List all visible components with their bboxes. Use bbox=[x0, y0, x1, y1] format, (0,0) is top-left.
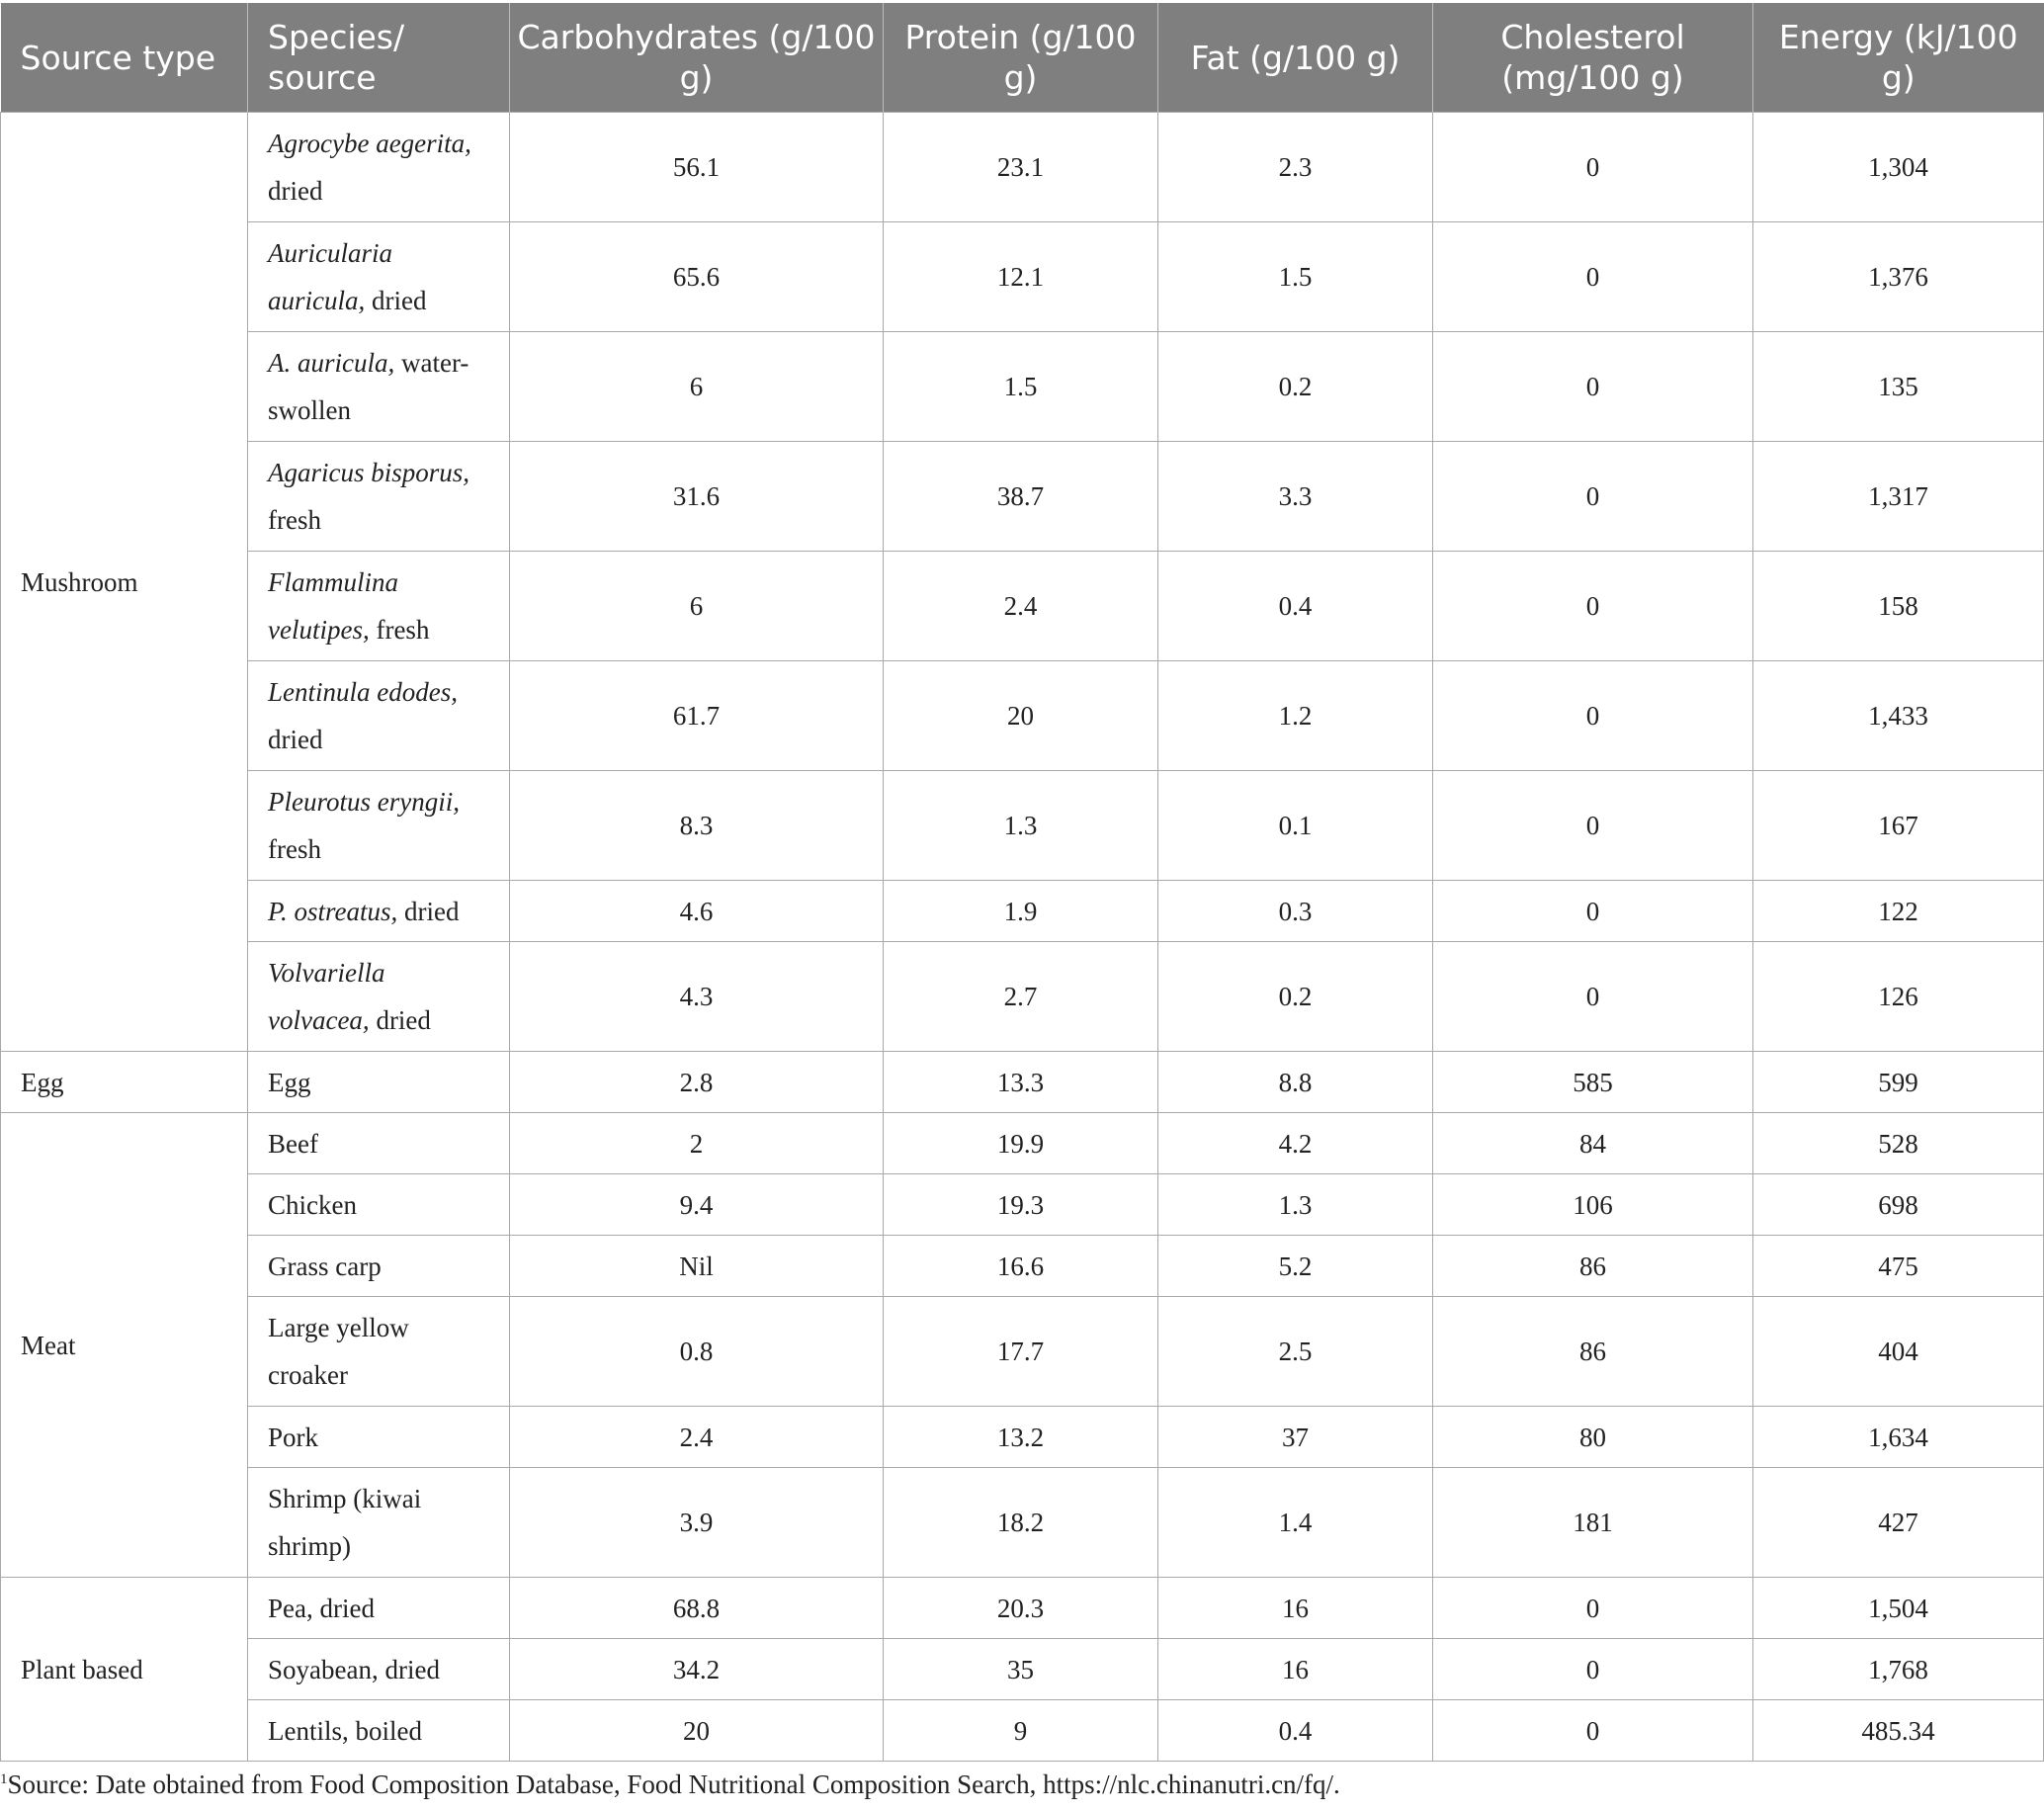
table-row bbox=[1, 1468, 2044, 1578]
cholesterol-cell: 0 bbox=[1433, 332, 1753, 442]
protein-cell: 1.9 bbox=[884, 881, 1158, 942]
carbohydrates-cell: 3.9 bbox=[510, 1468, 884, 1578]
cholesterol-cell: 106 bbox=[1433, 1174, 1753, 1236]
carbohydrates-cell: 8.3 bbox=[510, 771, 884, 881]
energy-cell: 404 bbox=[1753, 1297, 2044, 1407]
nutrition-table bbox=[0, 3, 2044, 1762]
table-footnote bbox=[0, 1769, 1340, 1800]
species-cell bbox=[248, 771, 510, 881]
fat-cell: 1.5 bbox=[1158, 222, 1433, 332]
footnote-text: Source: Date obtained from Food Composition Database, Food Nutritional Composition Search, https://nlc.chinanutri.cn/fq/. bbox=[7, 1769, 1340, 1799]
species-state: dried bbox=[397, 896, 460, 926]
energy-cell: 1,376 bbox=[1753, 222, 2044, 332]
header-carbohydrates: Carbohydrates (g/100 g) bbox=[510, 3, 884, 113]
fat-cell: 0.1 bbox=[1158, 771, 1433, 881]
species-latin: Agrocybe aegerita, bbox=[268, 129, 471, 158]
protein-cell: 1.3 bbox=[884, 771, 1158, 881]
table-row bbox=[1, 113, 2044, 222]
protein-cell: 2.7 bbox=[884, 942, 1158, 1052]
protein-cell: 20.3 bbox=[884, 1578, 1158, 1639]
table-row bbox=[1, 1639, 2044, 1700]
species-state: fresh bbox=[369, 615, 430, 645]
table-row bbox=[1, 1236, 2044, 1297]
carbohydrates-cell: 34.2 bbox=[510, 1639, 884, 1700]
energy-cell: 1,433 bbox=[1753, 661, 2044, 771]
cholesterol-cell: 0 bbox=[1433, 1639, 1753, 1700]
cholesterol-cell: 181 bbox=[1433, 1468, 1753, 1578]
fat-cell: 8.8 bbox=[1158, 1052, 1433, 1113]
header-energy: Energy (kJ/100 g) bbox=[1753, 3, 2044, 113]
carbohydrates-cell: 2 bbox=[510, 1113, 884, 1174]
header-protein: Protein (g/100 g) bbox=[884, 3, 1158, 113]
table-row bbox=[1, 1174, 2044, 1236]
energy-cell: 475 bbox=[1753, 1236, 2044, 1297]
cholesterol-cell: 86 bbox=[1433, 1236, 1753, 1297]
species-state: fresh bbox=[268, 505, 321, 535]
cholesterol-cell: 0 bbox=[1433, 442, 1753, 552]
species-state: dried bbox=[268, 725, 323, 754]
table-row bbox=[1, 1700, 2044, 1762]
species-state: dried bbox=[365, 286, 427, 315]
energy-cell: 1,317 bbox=[1753, 442, 2044, 552]
species-cell: Soyabean, dried bbox=[248, 1639, 510, 1700]
energy-cell: 528 bbox=[1753, 1113, 2044, 1174]
protein-cell: 13.3 bbox=[884, 1052, 1158, 1113]
energy-cell: 1,304 bbox=[1753, 113, 2044, 222]
energy-cell: 135 bbox=[1753, 332, 2044, 442]
energy-cell: 167 bbox=[1753, 771, 2044, 881]
species-cell: Lentils, boiled bbox=[248, 1700, 510, 1762]
fat-cell: 3.3 bbox=[1158, 442, 1433, 552]
energy-cell: 599 bbox=[1753, 1052, 2044, 1113]
table-row bbox=[1, 1113, 2044, 1174]
species-state: dried bbox=[369, 1005, 431, 1035]
species-state: dried bbox=[268, 176, 323, 206]
carbohydrates-cell: 68.8 bbox=[510, 1578, 884, 1639]
fat-cell: 2.3 bbox=[1158, 113, 1433, 222]
carbohydrates-cell: 2.4 bbox=[510, 1407, 884, 1468]
energy-cell: 158 bbox=[1753, 552, 2044, 661]
protein-cell: 17.7 bbox=[884, 1297, 1158, 1407]
carbohydrates-cell: 56.1 bbox=[510, 113, 884, 222]
species-latin: Pleurotus eryngii, bbox=[268, 787, 460, 817]
table-row bbox=[1, 1407, 2044, 1468]
table-row bbox=[1, 1578, 2044, 1639]
species-state: fresh bbox=[268, 834, 321, 864]
carbohydrates-cell: 4.6 bbox=[510, 881, 884, 942]
protein-cell: 19.9 bbox=[884, 1113, 1158, 1174]
species-cell: Large yellow croaker bbox=[248, 1297, 510, 1407]
protein-cell: 35 bbox=[884, 1639, 1158, 1700]
table-row bbox=[1, 881, 2044, 942]
table-row bbox=[1, 332, 2044, 442]
protein-cell: 9 bbox=[884, 1700, 1158, 1762]
species-cell bbox=[248, 442, 510, 552]
group-meat: Meat bbox=[1, 1113, 248, 1578]
fat-cell: 16 bbox=[1158, 1639, 1433, 1700]
protein-cell: 18.2 bbox=[884, 1468, 1158, 1578]
energy-cell: 485.34 bbox=[1753, 1700, 2044, 1762]
protein-cell: 19.3 bbox=[884, 1174, 1158, 1236]
species-cell bbox=[248, 222, 510, 332]
species-cell bbox=[248, 113, 510, 222]
protein-cell: 2.4 bbox=[884, 552, 1158, 661]
cholesterol-cell: 84 bbox=[1433, 1113, 1753, 1174]
group-plant-based: Plant based bbox=[1, 1578, 248, 1762]
group-egg: Egg bbox=[1, 1052, 248, 1113]
fat-cell: 4.2 bbox=[1158, 1113, 1433, 1174]
table-row bbox=[1, 942, 2044, 1052]
species-latin: A. auricula, bbox=[268, 348, 395, 378]
cholesterol-cell: 0 bbox=[1433, 113, 1753, 222]
cholesterol-cell: 0 bbox=[1433, 942, 1753, 1052]
protein-cell: 20 bbox=[884, 661, 1158, 771]
energy-cell: 427 bbox=[1753, 1468, 2044, 1578]
species-state: water-swollen bbox=[268, 348, 469, 425]
species-cell bbox=[248, 881, 510, 942]
carbohydrates-cell: 9.4 bbox=[510, 1174, 884, 1236]
cholesterol-cell: 0 bbox=[1433, 771, 1753, 881]
species-cell bbox=[248, 661, 510, 771]
cholesterol-cell: 86 bbox=[1433, 1297, 1753, 1407]
carbohydrates-cell: 65.6 bbox=[510, 222, 884, 332]
cholesterol-cell: 0 bbox=[1433, 1700, 1753, 1762]
cholesterol-cell: 585 bbox=[1433, 1052, 1753, 1113]
protein-cell: 38.7 bbox=[884, 442, 1158, 552]
table-row bbox=[1, 442, 2044, 552]
protein-cell: 12.1 bbox=[884, 222, 1158, 332]
fat-cell: 2.5 bbox=[1158, 1297, 1433, 1407]
fat-cell: 16 bbox=[1158, 1578, 1433, 1639]
header-source-type: Source type bbox=[1, 3, 248, 113]
carbohydrates-cell: 20 bbox=[510, 1700, 884, 1762]
carbohydrates-cell: 0.8 bbox=[510, 1297, 884, 1407]
species-cell: Shrimp (kiwai shrimp) bbox=[248, 1468, 510, 1578]
energy-cell: 698 bbox=[1753, 1174, 2044, 1236]
cholesterol-cell: 0 bbox=[1433, 552, 1753, 661]
protein-cell: 23.1 bbox=[884, 113, 1158, 222]
species-latin: Auricularia auricula, bbox=[268, 238, 392, 315]
header-fat: Fat (g/100 g) bbox=[1158, 3, 1433, 113]
energy-cell: 122 bbox=[1753, 881, 2044, 942]
cholesterol-cell: 0 bbox=[1433, 661, 1753, 771]
energy-cell: 1,768 bbox=[1753, 1639, 2044, 1700]
species-latin: P. ostreatus, bbox=[268, 896, 398, 926]
carbohydrates-cell: Nil bbox=[510, 1236, 884, 1297]
species-latin: Lentinula edodes, bbox=[268, 677, 458, 707]
energy-cell: 1,504 bbox=[1753, 1578, 2044, 1639]
species-cell bbox=[248, 552, 510, 661]
fat-cell: 0.2 bbox=[1158, 942, 1433, 1052]
cholesterol-cell: 0 bbox=[1433, 222, 1753, 332]
cholesterol-cell: 0 bbox=[1433, 1578, 1753, 1639]
fat-cell: 1.4 bbox=[1158, 1468, 1433, 1578]
energy-cell: 126 bbox=[1753, 942, 2044, 1052]
group-mushroom: Mushroom bbox=[1, 113, 248, 1052]
carbohydrates-cell: 2.8 bbox=[510, 1052, 884, 1113]
fat-cell: 0.4 bbox=[1158, 1700, 1433, 1762]
species-latin: Flammulina velutipes, bbox=[268, 567, 398, 645]
table-row bbox=[1, 1297, 2044, 1407]
fat-cell: 0.4 bbox=[1158, 552, 1433, 661]
species-cell: Chicken bbox=[248, 1174, 510, 1236]
protein-cell: 1.5 bbox=[884, 332, 1158, 442]
table-row bbox=[1, 771, 2044, 881]
footnote-marker: 1 bbox=[0, 1771, 8, 1787]
table-row bbox=[1, 661, 2044, 771]
fat-cell: 0.3 bbox=[1158, 881, 1433, 942]
species-cell bbox=[248, 332, 510, 442]
header-species: Species/ source bbox=[248, 3, 510, 113]
fat-cell: 1.3 bbox=[1158, 1174, 1433, 1236]
cholesterol-cell: 0 bbox=[1433, 881, 1753, 942]
carbohydrates-cell: 4.3 bbox=[510, 942, 884, 1052]
energy-cell: 1,634 bbox=[1753, 1407, 2044, 1468]
fat-cell: 0.2 bbox=[1158, 332, 1433, 442]
species-latin: Agaricus bisporus, bbox=[268, 458, 470, 487]
table-row bbox=[1, 552, 2044, 661]
protein-cell: 13.2 bbox=[884, 1407, 1158, 1468]
cholesterol-cell: 80 bbox=[1433, 1407, 1753, 1468]
species-cell: Beef bbox=[248, 1113, 510, 1174]
table-row bbox=[1, 222, 2044, 332]
fat-cell: 5.2 bbox=[1158, 1236, 1433, 1297]
species-cell bbox=[248, 942, 510, 1052]
species-cell: Egg bbox=[248, 1052, 510, 1113]
header-row bbox=[1, 3, 2044, 113]
carbohydrates-cell: 31.6 bbox=[510, 442, 884, 552]
carbohydrates-cell: 61.7 bbox=[510, 661, 884, 771]
species-cell: Pork bbox=[248, 1407, 510, 1468]
species-cell: Pea, dried bbox=[248, 1578, 510, 1639]
fat-cell: 37 bbox=[1158, 1407, 1433, 1468]
species-latin: Volvariella volvacea, bbox=[268, 958, 385, 1035]
fat-cell: 1.2 bbox=[1158, 661, 1433, 771]
carbohydrates-cell: 6 bbox=[510, 552, 884, 661]
species-cell: Grass carp bbox=[248, 1236, 510, 1297]
carbohydrates-cell: 6 bbox=[510, 332, 884, 442]
protein-cell: 16.6 bbox=[884, 1236, 1158, 1297]
header-cholesterol: Cholesterol (mg/100 g) bbox=[1433, 3, 1753, 113]
table-row bbox=[1, 1052, 2044, 1113]
